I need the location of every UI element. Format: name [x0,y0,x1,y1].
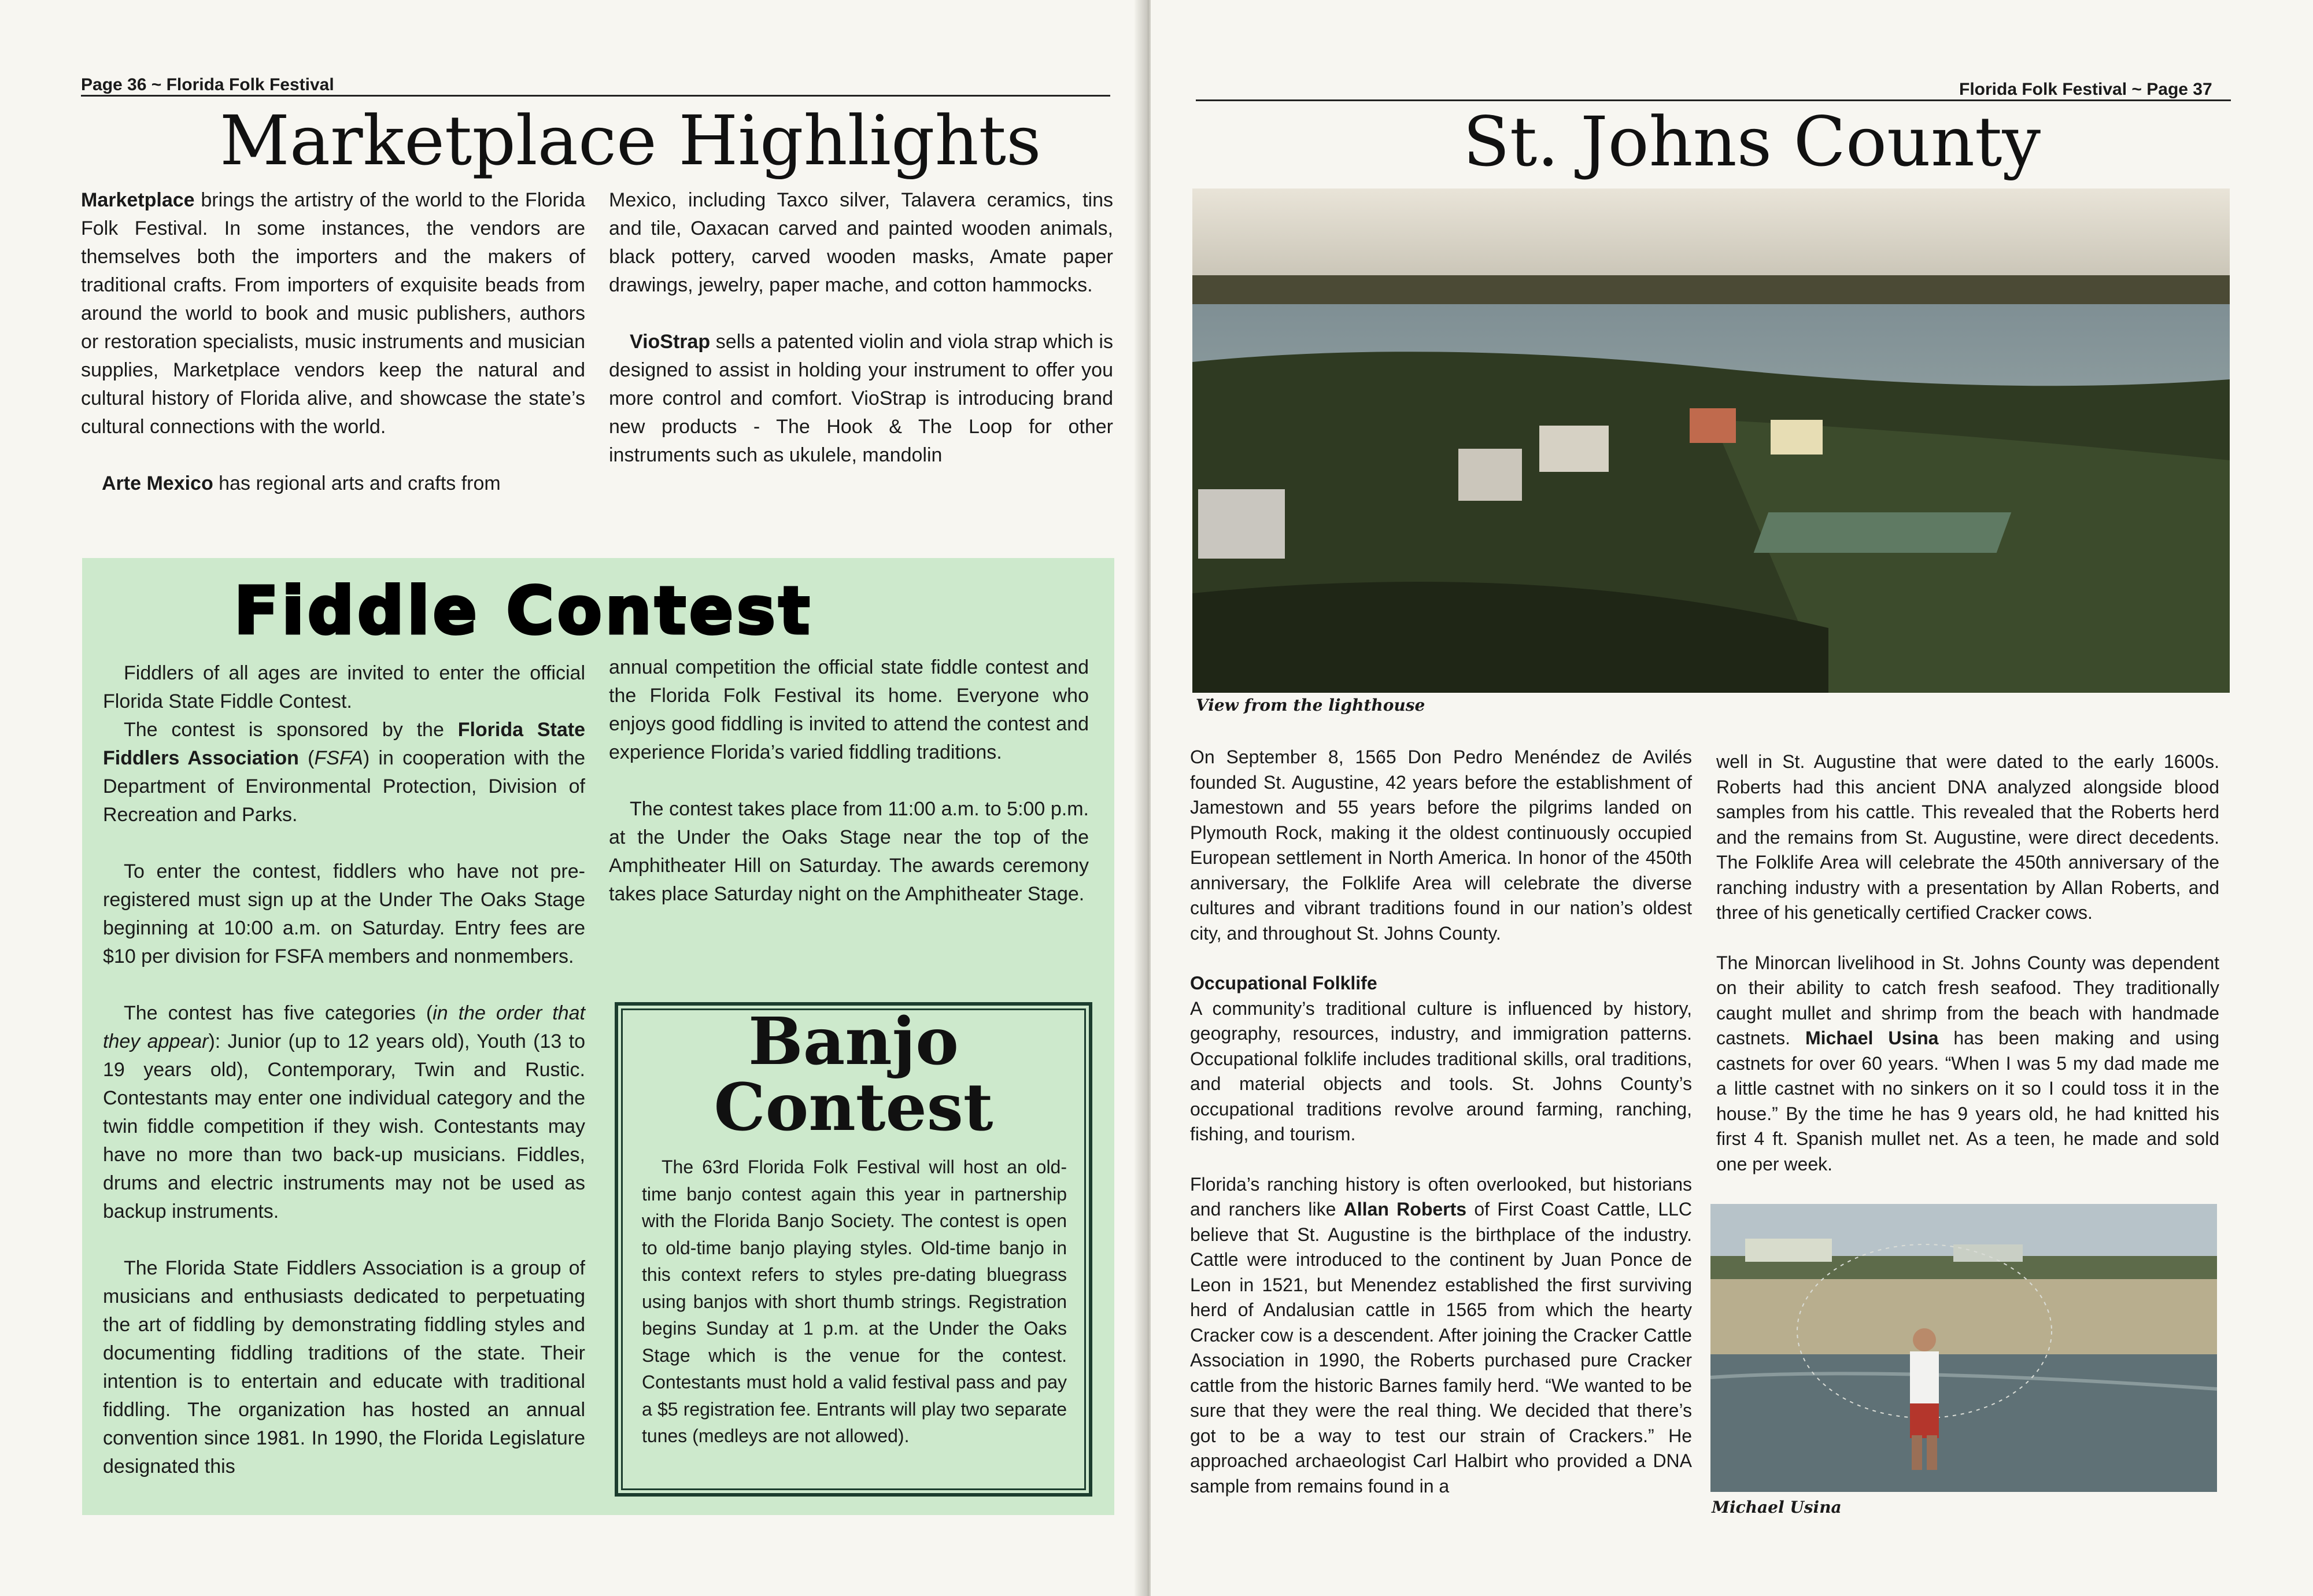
michael-usina-caption: Michael Usina [1712,1498,1842,1517]
castnet-beach-image [1710,1204,2217,1492]
marketplace-column-1 [81,186,585,498]
banjo-headline-line1: Banjo [748,1004,959,1080]
occupational-folklife-text: A community’s traditional culture is influenced by history, geography, resources, industry, and immigration patterns. Occupational folklife includes traditional skills, oral traditions, and material objects and tools. St. Johns County’s occupational traditions revolve around farming, ranching, fishing, and tourism. [1190,998,1692,1144]
arte-mexico-text: has regional arts and crafts from [213,472,501,494]
marketplace-column-2 [609,186,1113,470]
marketplace-text: brings the artistry of the world to the Florida Folk Festival. In some instances, the vendors are themselves both the importers and the makers of traditional crafts. From importers of exquisite beads from around the world to book and music publishers, authors or restoration specialists, music instruments and musician supplies, Marketplace vendors keep the natural and cultural history of Florida alive, and showcase the state’s cultural connections with the world. [81,189,585,438]
fiddle-p2: The contest is sponsored by the Florida State Fiddlers Association (FSFA) in cooperation with the Department of Environmental Protection, Division of Recreation and Parks. [103,719,585,826]
st-johns-column-1 [1190,745,1692,1499]
fiddle-p3: To enter the contest, fiddlers who have not pre-registered must sign up at the Under The Oaks Stage beginning at 10:00 a.m. on Saturday. Entry fees are $10 per division for FSFA members and nonmembers. [103,860,585,967]
fiddle-p4: The contest has five categories (in the order that they appear): Junior (up to 12 years old), Youth (13 to 19 years old), Contemporary, Twin and Rustic. Contestants may enter one individual category and the twin fiddle competition if they wish. Contestants may have no more than two back-up musicians. Fiddles, drums and electric instruments may not be used as backup instruments. [103,1002,586,1222]
right-page [1151,0,2313,1596]
fiddle-col2-p2: The contest takes place from 11:00 a.m. to 5:00 p.m. at the Under the Oaks Stage near the top of the Amphitheater Hill on Saturday. The awards ceremony takes place Saturday night on the Amphitheater Stage. [609,798,1089,905]
right-folio: Florida Folk Festival ~ Page 37 [1959,80,2212,99]
michael-usina-name: Michael Usina [1805,1028,1939,1048]
marketplace-headline: Marketplace Highlights [220,101,1041,180]
occupational-folklife-heading: Occupational Folklife [1190,973,1377,993]
left-page [0,0,1148,1596]
lead-viostrap: VioStrap [630,331,711,353]
lead-marketplace: Marketplace [81,189,195,211]
fiddle-p5: The Florida State Fiddlers Association is a group of musicians and enthusiasts dedicated to perpetuating the art of fiddling by demonstrating fiddling styles and documenting fiddling traditions of the state. Their intention is to entertain and educate with traditional fiddling. The organization has hosted an annual convention since 1981. In 1990, the Florida Legislature designated this [103,1257,585,1477]
lighthouse-view-photo [1192,189,2230,693]
ranching-continued: well in St. Augustine that were dated to the early 1600s. Roberts had this ancient DNA analyzed alongside blood samples from his cattle. This revealed that the Roberts herd and the remains from St. Augustine, were direct decedents. The Folklife Area will celebrate the 450th anniversary of the ranching industry with a presentation by Allan Roberts, and three of his genetically certified Cracker cows. [1716,751,2219,923]
lead-arte-mexico: Arte Mexico [102,472,213,494]
right-folio-rule [1196,99,2231,101]
banjo-body: The 63rd Florida Folk Festival will host an old-time banjo contest again this year in partnership with the Florida Banjo Society. The contest is open to old-time banjo playing styles. Old-time banjo in this context refers to styles pre-dating bluegrass using banjos with short thumb strings. Registration begins Sunday at 1 p.m. at the Under the Oaks Stage which is the venue for the contest. Contestants must hold a valid festival pass and pay a $5 registration fee. Entrants will play two separate tunes (medleys are not allowed). [642,1157,1067,1446]
viostrap-text: sells a patented violin and viola strap which is designed to assist in holding your instrument to offer you more control and comfort. VioStrap is introducing brand new products - The Hook & The Loop for other instruments such as ukulele, mandolin [609,331,1113,466]
fiddle-contest-headline: Fiddle Contest [234,574,814,649]
michael-usina-photo [1710,1204,2217,1492]
lighthouse-view-image [1192,189,2230,693]
fiddle-column-2 [609,653,1089,908]
allan-roberts: Allan Roberts [1343,1199,1467,1220]
st-johns-headline: St. Johns County [1463,102,2041,182]
minorcan-livelihood: The Minorcan livelihood in St. Johns County was dependent on their ability to catch fresh seafood. They traditionally caught mullet and shrimp from the beach with handmade castnets. Michael Usina has been making and using castnets for over 60 years. “When I was 5 my dad made me a little castnet with no sinkers on it so I could toss it in the house.” By the time he has 9 years old, he had knitted his first 4 ft. Spanish mullet net. As a teen, he made and sold one per week. [1716,952,2220,1174]
lighthouse-photo-caption: View from the lighthouse [1196,696,1425,715]
banjo-headline-line2: Contest [714,1070,993,1146]
arte-mexico-continued: Mexico, including Taxco silver, Talavera ceramics, tins and tile, Oaxacan carved and painted wooden animals, black pottery, carved wooden masks, Amate paper drawings, jewelry, paper mache, and cotton hammocks. [609,189,1113,296]
left-folio-rule [81,95,1110,97]
banjo-contest-headline [615,1004,1092,1146]
fiddle-column-1 [103,659,585,1481]
left-folio: Page 36 ~ Florida Folk Festival [81,75,334,94]
fiddle-p1: Fiddlers of all ages are invited to enter the official Florida State Fiddle Contest. [103,662,585,712]
st-johns-intro: On September 8, 1565 Don Pedro Menéndez de Avilés founded St. Augustine, 42 years before the establishment of Jamestown and 55 years before the pilgrims landed on Plymouth Rock, making it the oldest continuously occupied European settlement in North America. In honor of the 450th anniversary, the Folklife Area will celebrate the diverse cultures and vibrant traditions found in our nation’s oldest city, and throughout St. Johns County. [1190,747,1692,944]
ranching-history: Florida’s ranching history is often overlooked, but historians and ranchers like Allan Roberts of First Coast Cattle, LLC believe that St. Augustine is the birthplace of the industry. Cattle were introduced to the continent by Juan Ponce de Leon in 1521, but Menendez established the first surviving herd of Andalusian cattle in 1565 from which the hearty Cracker cow is a descendent. After joining the Cracker Cattle Association in 1990, the Roberts purchased pure Cracker cattle from the historic Barnes family herd. “We wanted to be sure that they were the real thing. We decided that there’s got to be a way to test our strain of Crackers.” He approached archaeologist Carl Halbirt who provided a DNA sample from remains found in a [1190,1173,1693,1497]
st-johns-column-2 [1716,749,2219,1177]
occupational-folklife-section [1190,971,1692,1147]
fiddle-col2-p1: annual competition the official state fiddle contest and the Florida Folk Festival its home. Everyone who enjoys good fiddling is invited to attend the contest and experience Florida’s varied fiddling traditions. [609,656,1089,763]
